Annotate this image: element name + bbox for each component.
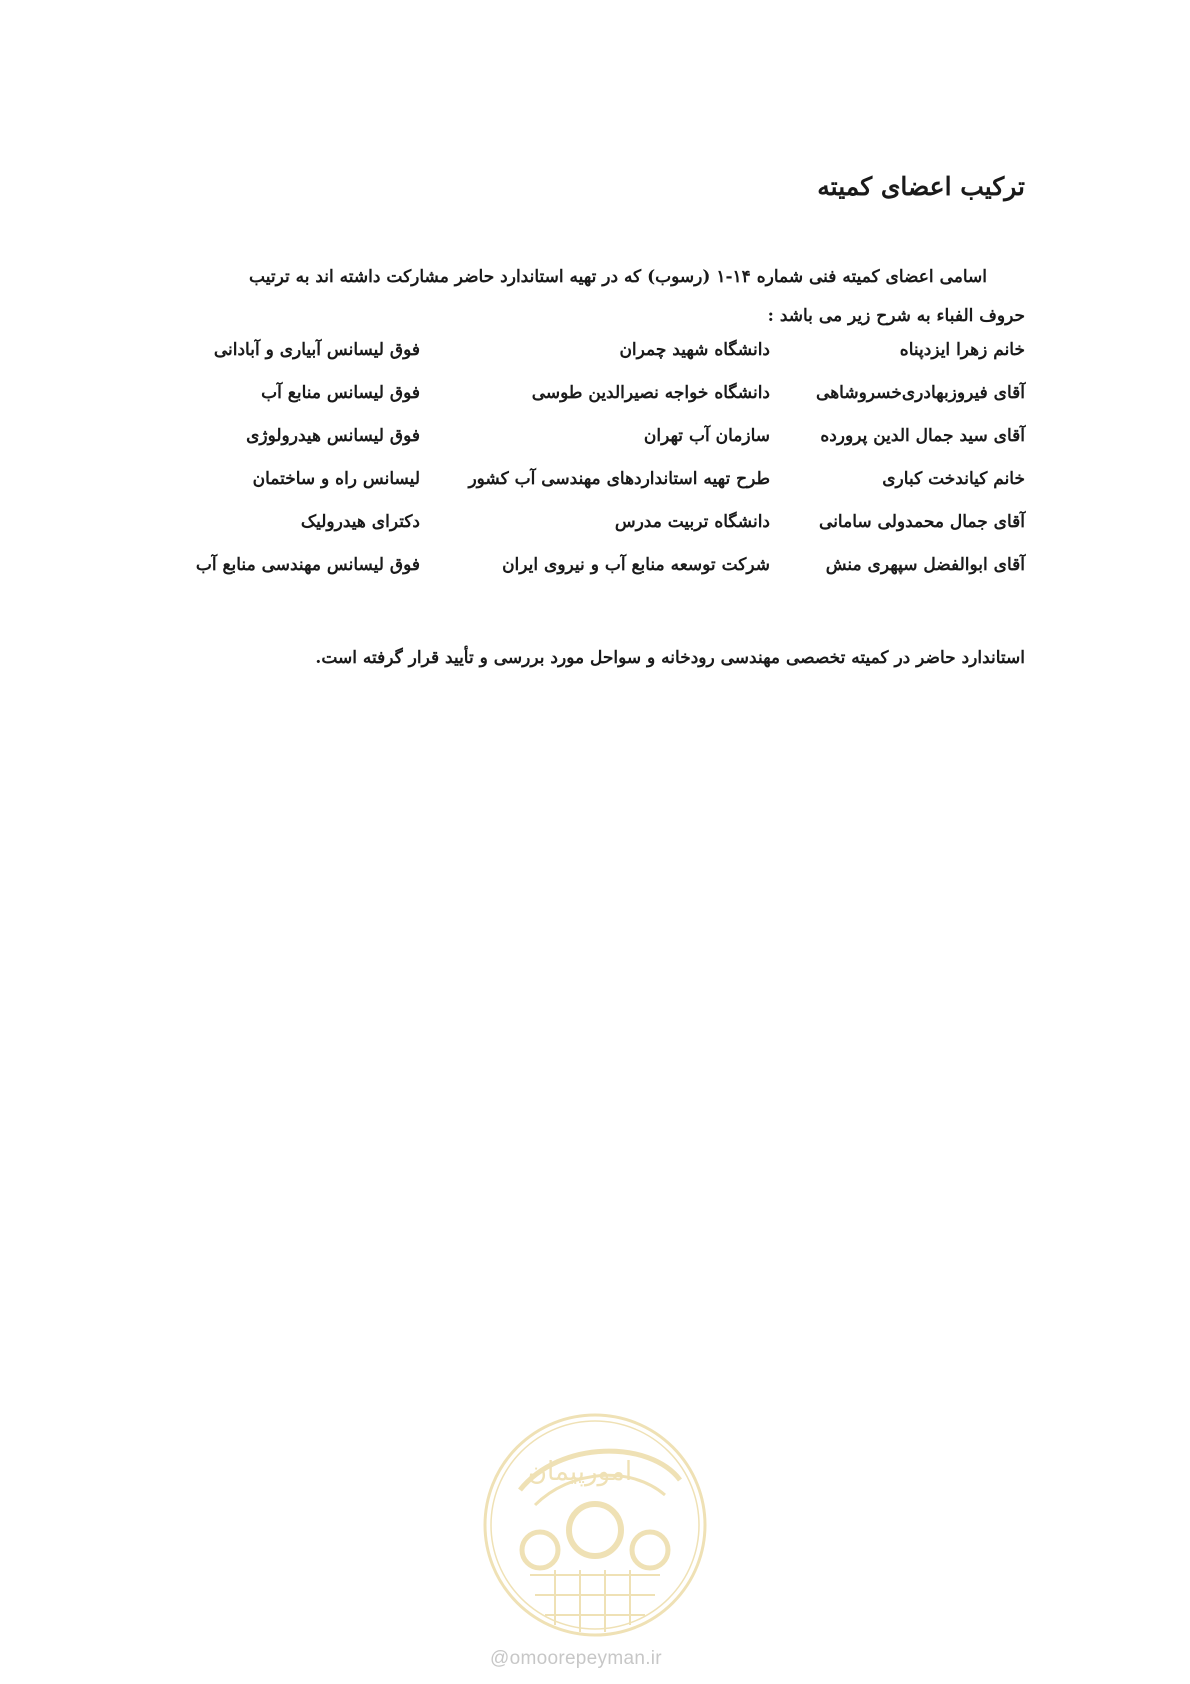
member-name: آقای سید جمال الدین پرورده <box>820 426 1025 446</box>
member-row <box>165 426 1025 469</box>
member-name: خانم زهرا ایزدپناه <box>899 340 1025 360</box>
page-title: ترکیب اعضای کمیته <box>817 172 1025 201</box>
member-degree: فوق لیسانس آبیاری و آبادانی <box>213 340 420 360</box>
watermark-url: @omoorepeyman.ir <box>490 1648 662 1669</box>
member-row <box>165 555 1025 598</box>
member-degree: فوق لیسانس هیدرولوژی <box>246 426 420 446</box>
member-degree: فوق لیسانس منابع آب <box>261 383 420 403</box>
member-name: خانم کیاندخت کباری <box>882 469 1025 489</box>
member-row <box>165 512 1025 555</box>
watermark-logo-text: امورپیمان <box>527 1457 633 1487</box>
member-degree: فوق لیسانس مهندسی منابع آب <box>195 555 420 575</box>
closing-statement: استاندارد حاضر در کمیته تخصصی مهندسی رودخانه و سواحل مورد بررسی و تأیید قرار گرفته است. <box>315 648 1025 668</box>
member-organization: سازمان آب تهران <box>643 426 770 446</box>
member-row <box>165 383 1025 426</box>
member-degree: دکترای هیدرولیک <box>300 512 420 532</box>
watermark-logo <box>480 1410 710 1640</box>
member-row <box>165 469 1025 512</box>
members-list <box>165 340 1025 598</box>
intro-line-1: اسامی اعضای کمیته فنی شماره ۱۴-۱ (رسوب) که در تهیه استاندارد حاضر مشارکت داشته اند به ترتیب <box>249 267 987 287</box>
member-name: آقای جمال محمدولی سامانی <box>819 512 1025 532</box>
member-name: آقای ابوالفضل سپهری منش <box>825 555 1025 575</box>
member-name: آقای فیروزبهادری‌خسروشاهی <box>816 383 1025 403</box>
member-organization: طرح تهیه استانداردهای مهندسی آب کشور <box>468 469 770 489</box>
intro-line-2: حروف الفباء به شرح زیر می باشد : <box>767 306 1025 326</box>
member-organization: دانشگاه شهید چمران <box>619 340 770 360</box>
intro-paragraph <box>165 258 1025 336</box>
member-organization: دانشگاه تربیت مدرس <box>614 512 770 532</box>
member-organization: دانشگاه خواجه نصیرالدین طوسی <box>531 383 770 403</box>
member-row <box>165 340 1025 383</box>
member-organization: شرکت توسعه منابع آب و نیروی ایران <box>502 555 770 575</box>
member-degree: لیسانس راه و ساختمان <box>252 469 420 489</box>
